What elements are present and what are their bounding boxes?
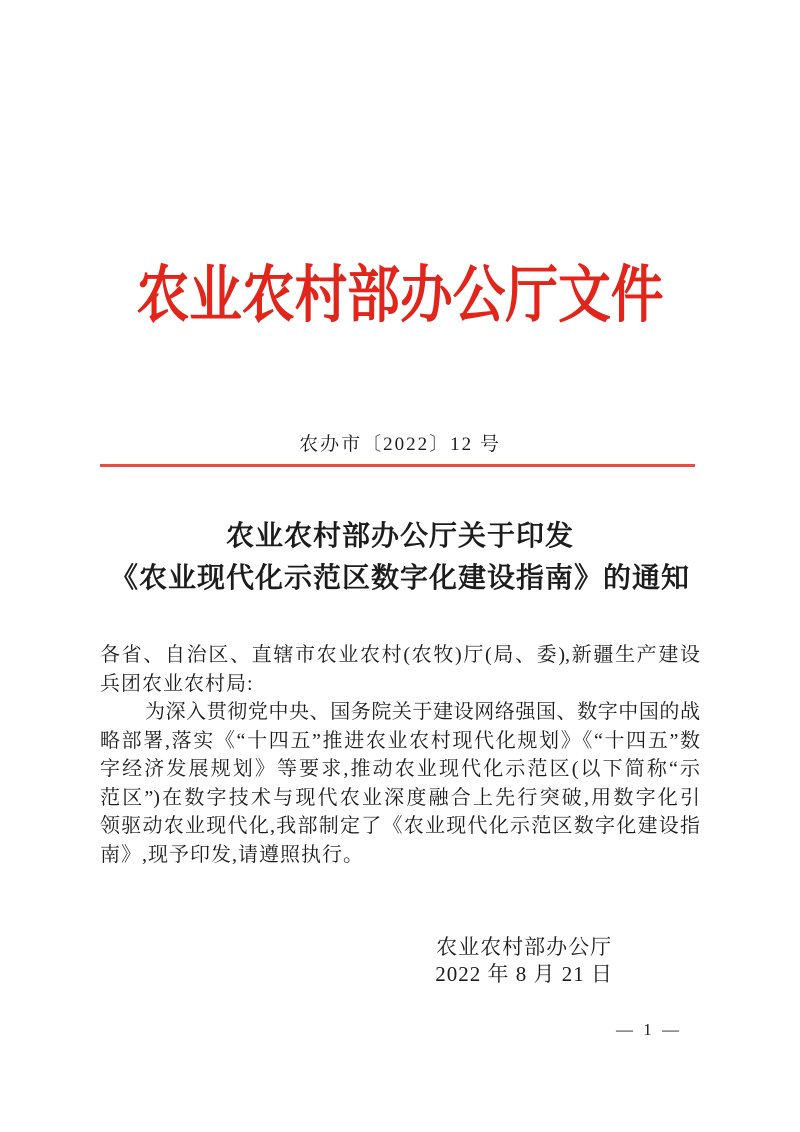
signature-date: 2022 年 8 月 21 日	[435, 962, 613, 986]
body-line: 南》,现予印发,请遵照执行。	[100, 843, 364, 866]
salutation-line: 各省、自治区、直辖市农业农村(农牧)厅(局、委),新疆生产建设	[100, 644, 700, 666]
document-number: 农办市〔2022〕12 号	[299, 434, 501, 455]
agency-masthead-title: 农业农村部办公厅文件	[136, 262, 664, 330]
notice-title-line-1: 农业农村部办公厅关于印发	[225, 521, 574, 552]
signature-block	[435, 934, 613, 988]
page-number: — 1 —	[616, 1020, 682, 1039]
body-line: 为深入贯彻党中央、国务院关于建设网络强国、数字中国的战	[145, 701, 700, 723]
signature-org: 农业农村部办公厅	[436, 935, 613, 959]
body-line: 范区”)在数字技术与现代农业深度融合上先行突破,用数字化引	[100, 786, 700, 809]
red-divider-line	[100, 464, 695, 467]
notice-title	[100, 516, 700, 600]
body-line: 略部署,落实《“十四五”推进农业农村现代化规划》《“十四五”数	[100, 729, 700, 752]
body-line: 字经济发展规划》等要求,推动农业现代化示范区(以下简称“示	[100, 758, 700, 780]
notice-title-line-2: 《农业现代化示范区数字化建设指南》的通知	[109, 563, 690, 594]
salutation-line: 兵团农业农村局:	[100, 672, 254, 695]
body-line: 领驱动农业现代化,我部制定了《农业现代化示范区数字化建设指	[100, 815, 700, 837]
notice-body	[100, 641, 700, 869]
